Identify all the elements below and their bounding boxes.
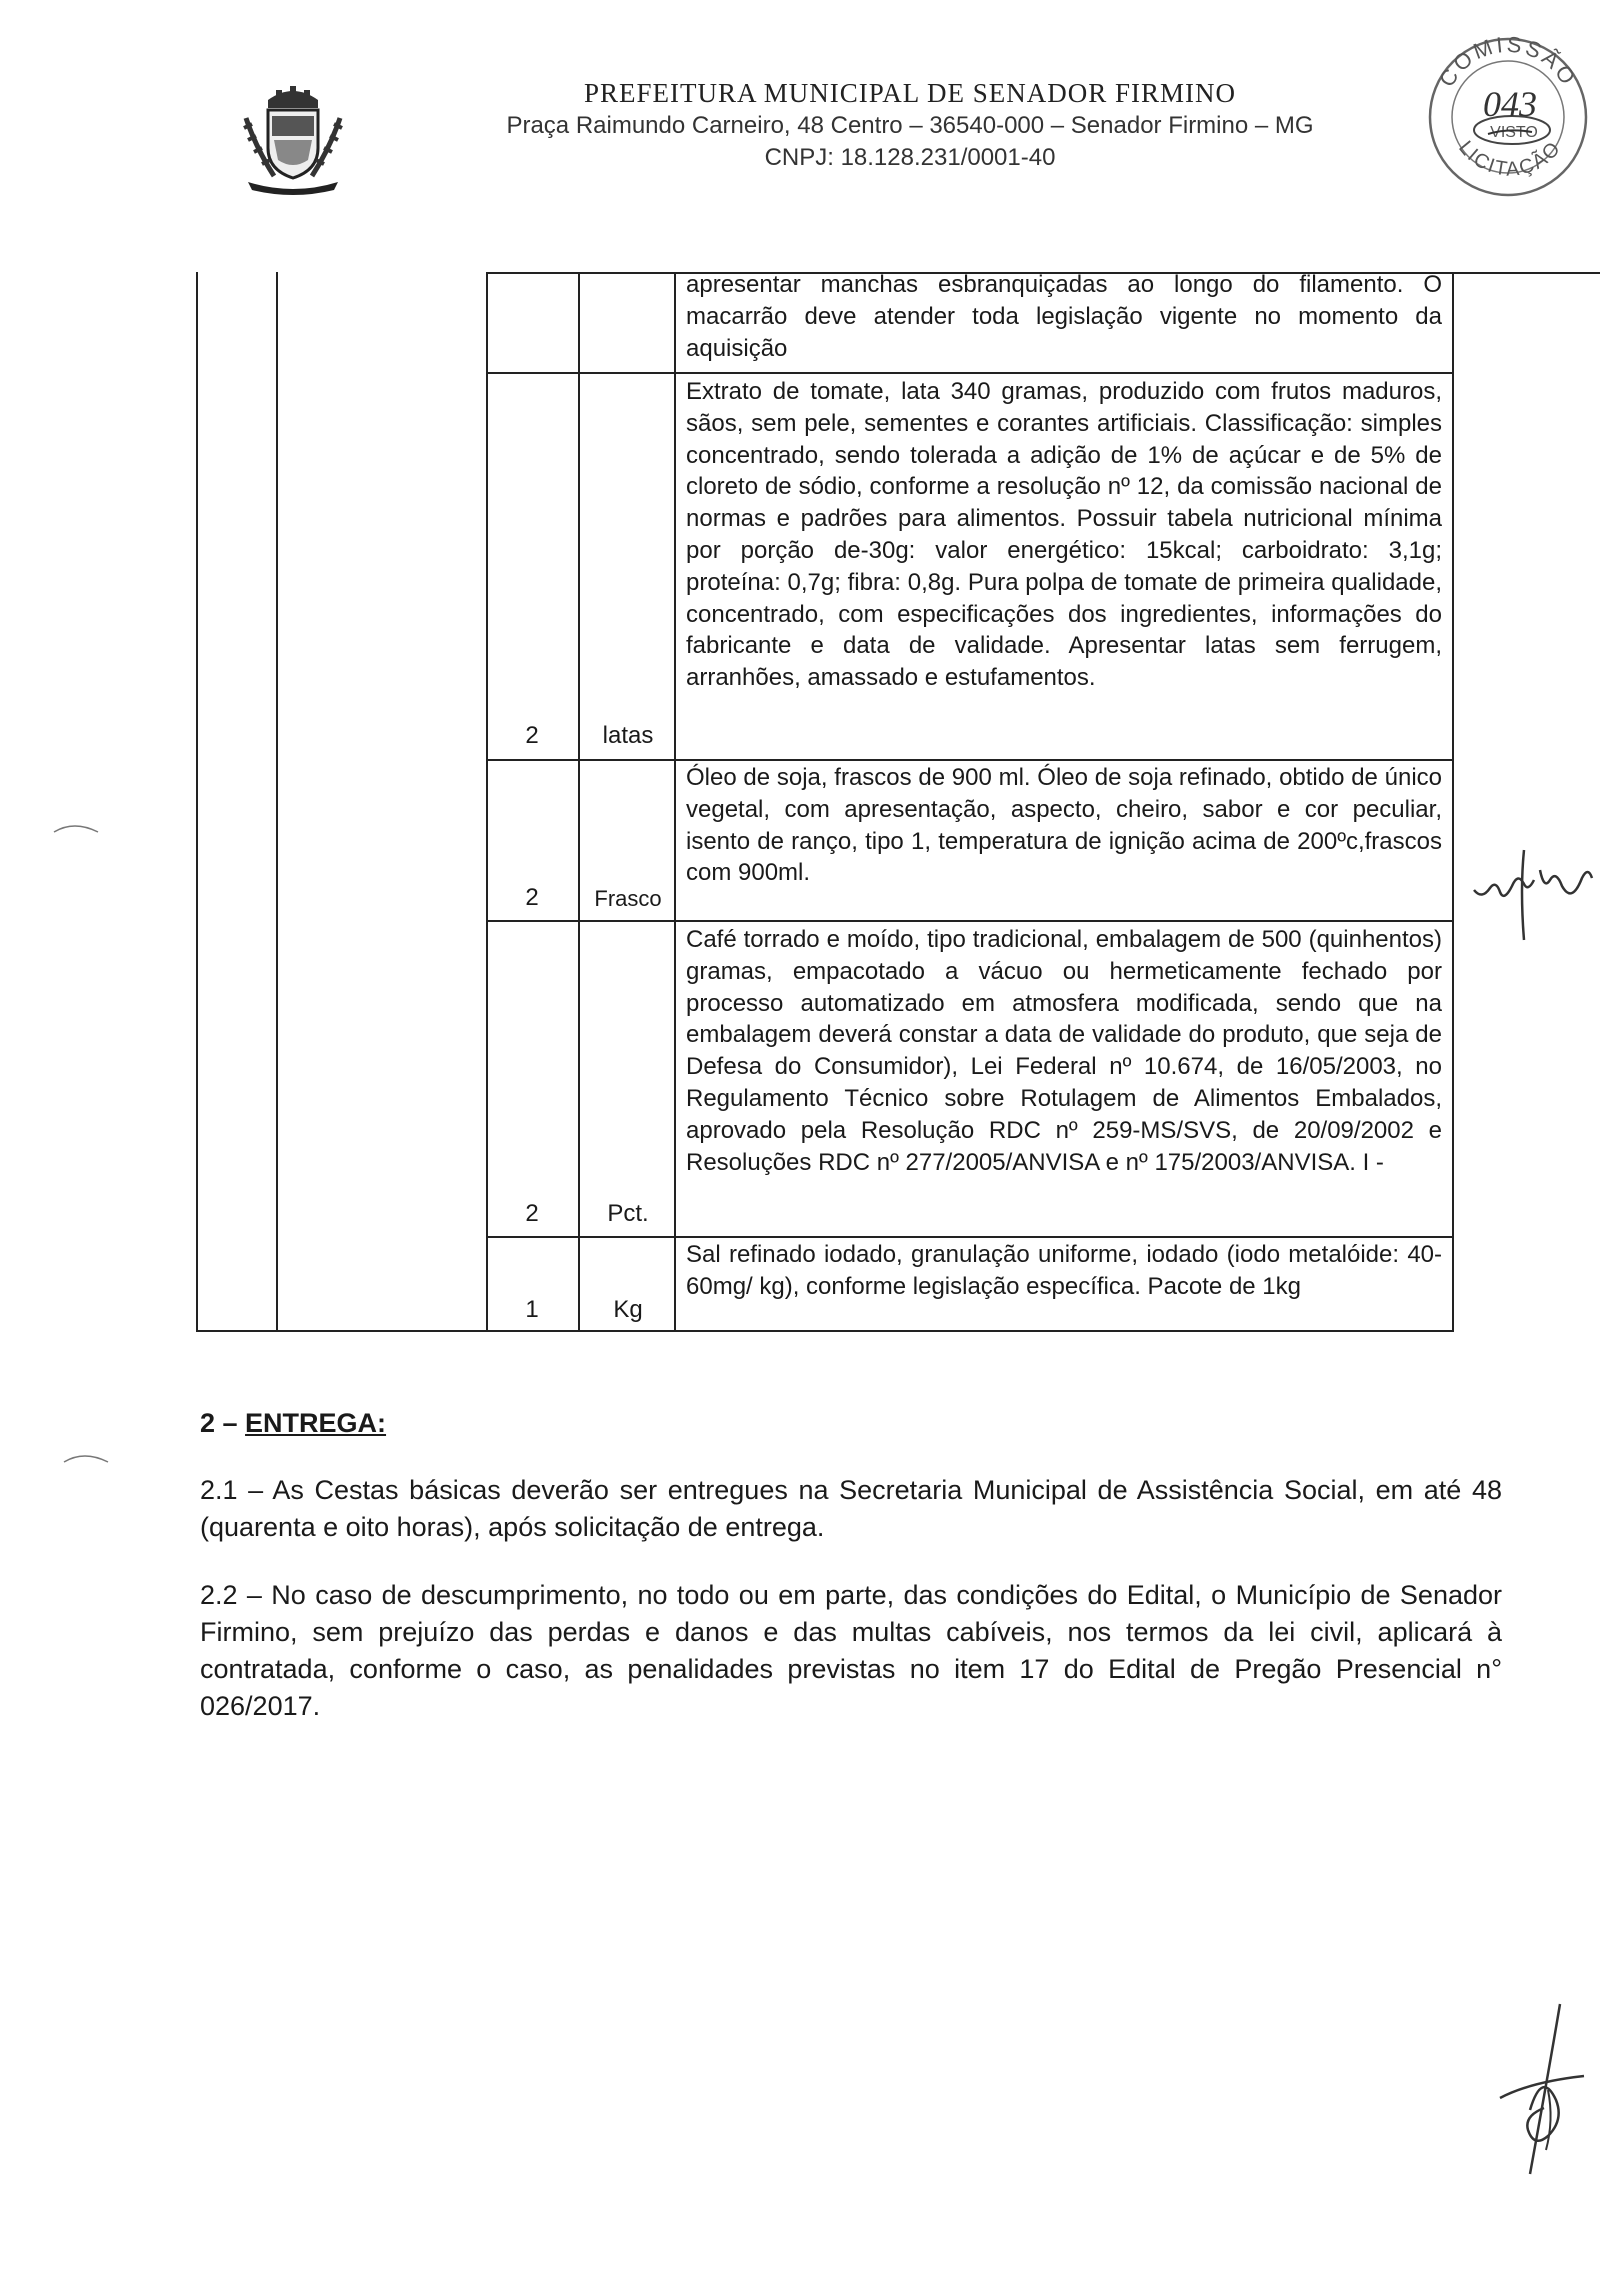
section-number: 2 – bbox=[200, 1408, 246, 1438]
items-table bbox=[196, 272, 1456, 1332]
item-quantity: 2 bbox=[525, 722, 539, 749]
item-quantity: 2 bbox=[525, 1200, 539, 1227]
item-unit: Frasco bbox=[594, 886, 662, 911]
item-unit: latas bbox=[602, 722, 654, 749]
municipality-title: PREFEITURA MUNICIPAL DE SENADOR FIRMINO bbox=[583, 78, 1237, 108]
stamp-middle-word: VISTO bbox=[1490, 124, 1538, 141]
stamp-page-number: 043 bbox=[1483, 84, 1537, 124]
item-description: Sal refinado iodado, granulação uniforme, iodado (iodo metalóide: 40-60mg/ kg), conforme legislação específica. Pacote de 1kg bbox=[686, 1241, 1442, 1300]
municipality-address: Praça Raimundo Carneiro, 48 Centro – 36540-000 – Senador Firmino – MG bbox=[506, 112, 1314, 139]
item-description: apresentar manchas esbranquiçadas ao longo do filamento. O macarrão deve atender toda legislação vigente no momento da aquisição bbox=[686, 271, 1442, 362]
item-quantity: 1 bbox=[525, 1296, 539, 1323]
section-title: ENTREGA: bbox=[245, 1408, 387, 1438]
page-signature bbox=[1490, 2000, 1590, 2180]
section-heading bbox=[200, 1408, 386, 1439]
item-description: Café torrado e moído, tipo tradicional, embalagem de 500 (quinhentos) gramas, empacotado a vácuo ou hermeticamente fechado por processo automatizado em atmosfera modificada, sendo que na embalagem deverá constar a data de validade do produto, que seja de Defesa do Consumidor), Lei Federal nº 10.674, de 16/05/2003, no Regulamento Técnico sobre Rotulagem de Alimentos Embalados, aprovado pela Resolução RDC nº 259-MS/SVS, de 20/09/2002 e Resoluções RDC nº 277/2005/ANVISA e nº 175/2003/ANVISA. I - bbox=[686, 926, 1442, 1176]
stamp-top-text: COMISSÃO bbox=[1433, 31, 1583, 92]
margin-signature bbox=[1468, 830, 1598, 950]
margin-mark bbox=[62, 1448, 112, 1468]
item-unit: Kg bbox=[613, 1296, 643, 1323]
stamp-bottom-text: LICITAÇÃO bbox=[1454, 136, 1566, 181]
commission-stamp bbox=[1418, 22, 1598, 207]
paragraph-2-1: 2.1 – As Cestas básicas deverão ser entregues na Secretaria Municipal de Assistência Social, em até 48 (quarenta e oito horas), após solicitação de entrega. bbox=[200, 1475, 1502, 1542]
item-quantity: 2 bbox=[525, 884, 539, 911]
item-unit: Pct. bbox=[607, 1200, 649, 1227]
item-description: Óleo de soja, frascos de 900 ml. Óleo de soja refinado, obtido de único vegetal, com apresentação, aspecto, cheiro, sabor e cor peculiar, isento de ranço, tipo 1, temperatura de ignição acima de 200ºc,frascos com 900ml. bbox=[686, 764, 1442, 887]
paragraph-2-2: 2.2 – No caso de descumprimento, no todo ou em parte, das condições do Edital, o Município de Senador Firmino, sem prejuízo das perdas e danos e das multas cabíveis, nos termos da lei civil, aplicará à contratada, conforme o caso, as penalidades previstas no item 17 do Edital de Pregão Presencial n° 026/2017. bbox=[200, 1580, 1502, 1721]
municipality-cnpj: CNPJ: 18.128.231/0001-40 bbox=[764, 144, 1056, 171]
item-description: Extrato de tomate, lata 340 gramas, produzido com frutos maduros, sãos, sem pele, sementes e corantes artificiais. Classificação: simples concentrado, sendo tolerada a adição de 1% de açúcar e de 5% de cloreto de sódio, conforme a resolução nº 12, da comissão nacional de normas e padrões para alimentos. Possuir tabela nutricional mínima por porção de-30g: valor energético: 15kcal; carboidrato: 3,1g; proteína: 0,7g; fibra: 0,8g. Pura polpa de tomate de primeira qualidade, concentrado, com especificações dos ingredientes, informações do fabricante e data de validade. Apresentar latas sem ferrugem, arranhões, amassado e estufamentos. bbox=[686, 378, 1442, 692]
margin-mark bbox=[52, 818, 102, 838]
coat-of-arms-icon bbox=[238, 78, 348, 196]
